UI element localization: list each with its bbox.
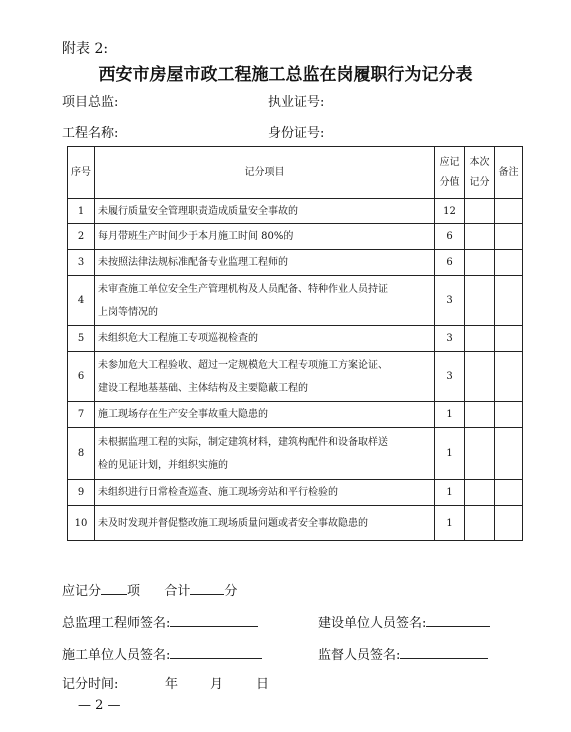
- inspector-sign-label: 监督人员签名:: [318, 648, 401, 663]
- row-item-line: 建设工程地基基础、主体结构及主要隐蔽工程的: [98, 382, 308, 394]
- row-item-line: 上岗等情况的: [98, 306, 158, 318]
- item-unit-label: 项: [127, 584, 141, 599]
- row-item-line: 未审查施工单位安全生产管理机构及人员配备、特种作业人员持证: [98, 283, 388, 295]
- row-remark-cell[interactable]: [495, 224, 523, 250]
- table-row: [68, 224, 523, 250]
- supervisor-sign-field[interactable]: [170, 614, 258, 627]
- row-this-score-cell[interactable]: [465, 276, 495, 326]
- row-seq: 9: [68, 480, 95, 506]
- row-seq: 1: [68, 199, 95, 224]
- table-row: [68, 352, 523, 402]
- col-header-item: 记分项目: [95, 147, 435, 199]
- inspector-sign-row: [318, 644, 488, 663]
- row-item-line: 未根据监理工程的实际，制定建筑材料，建筑构配件和设备取样送: [98, 436, 388, 448]
- row-remark-cell[interactable]: [495, 250, 523, 276]
- row-this-score-cell[interactable]: [465, 402, 495, 428]
- month-label: 月: [210, 677, 224, 692]
- row-this-score-cell[interactable]: [465, 224, 495, 250]
- point-unit-label: 分: [224, 584, 238, 599]
- col-header-this-score: [465, 147, 495, 199]
- row-points: 3: [435, 326, 465, 352]
- license-number-label: 执业证号:: [268, 95, 325, 110]
- row-item-line: 未及时发现并督促整改施工现场质量问题或者安全事故隐患的: [98, 517, 368, 529]
- contractor-sign-row: [62, 644, 262, 663]
- col-header-this-score-line1: 本次: [469, 156, 490, 168]
- row-item-line: 未组织进行日常检查巡查、施工现场旁站和平行检验的: [98, 487, 338, 498]
- row-points: 1: [435, 428, 465, 480]
- table-header-row: [68, 147, 523, 199]
- row-item: [95, 326, 435, 352]
- row-seq: 5: [68, 326, 95, 352]
- col-header-points: [435, 147, 465, 199]
- row-item-line: 未参加危大工程验收、超过一定规模危大工程专项施工方案论证、: [98, 359, 388, 371]
- row-points: 1: [435, 480, 465, 506]
- row-points: 3: [435, 352, 465, 402]
- row-seq: 10: [68, 506, 95, 541]
- row-item: [95, 352, 435, 402]
- table-row: [68, 326, 523, 352]
- row-item: [95, 199, 435, 224]
- row-seq: 3: [68, 250, 95, 276]
- year-label: 年: [165, 677, 179, 692]
- contractor-sign-field[interactable]: [170, 646, 262, 659]
- table-row: [68, 276, 523, 326]
- row-points: 3: [435, 276, 465, 326]
- row-remark-cell[interactable]: [495, 326, 523, 352]
- row-item: [95, 506, 435, 541]
- builder-sign-row: [318, 612, 490, 631]
- row-item-line: 未按照法律法规标准配备专业监理工程师的: [98, 257, 288, 268]
- row-remark-cell[interactable]: [495, 402, 523, 428]
- row-remark-cell[interactable]: [495, 199, 523, 224]
- table-row: [68, 480, 523, 506]
- row-item: [95, 224, 435, 250]
- col-header-points-line1: 应记: [439, 156, 460, 168]
- row-seq: 2: [68, 224, 95, 250]
- row-item-line: 检的见证计划，并组织实施的: [98, 459, 228, 471]
- row-item-line: 每月带班生产时间少于本月施工时间 80%的: [98, 231, 294, 242]
- row-points: 1: [435, 402, 465, 428]
- project-name-label: 工程名称:: [62, 126, 119, 141]
- row-seq: 6: [68, 352, 95, 402]
- row-this-score-cell[interactable]: [465, 480, 495, 506]
- table-row: [68, 250, 523, 276]
- page-number: — 2 —: [78, 698, 121, 713]
- row-item: [95, 402, 435, 428]
- row-item: [95, 276, 435, 326]
- table-row: [68, 506, 523, 541]
- annex-label: 附表 2:: [62, 41, 109, 57]
- id-number-label: 身份证号:: [268, 126, 325, 141]
- row-seq: 7: [68, 402, 95, 428]
- row-remark-cell[interactable]: [495, 428, 523, 480]
- score-summary-line: [62, 580, 237, 599]
- col-header-this-score-line2: 记分: [469, 176, 490, 188]
- row-item-line: 未组织危大工程施工专项巡视检查的: [98, 333, 258, 344]
- row-this-score-cell[interactable]: [465, 506, 495, 541]
- col-header-points-line2: 分值: [439, 176, 460, 188]
- should-score-count-field[interactable]: [101, 582, 127, 595]
- score-time-label: 记分时间:: [62, 677, 119, 692]
- builder-sign-label: 建设单位人员签名:: [318, 616, 427, 631]
- row-this-score-cell[interactable]: [465, 326, 495, 352]
- builder-sign-field[interactable]: [426, 614, 490, 627]
- row-this-score-cell[interactable]: [465, 352, 495, 402]
- row-this-score-cell[interactable]: [465, 250, 495, 276]
- total-label: 合计: [164, 584, 191, 599]
- supervisor-sign-label: 总监理工程师签名:: [62, 616, 171, 631]
- total-field[interactable]: [190, 582, 224, 595]
- row-remark-cell[interactable]: [495, 506, 523, 541]
- row-remark-cell[interactable]: [495, 276, 523, 326]
- score-table: [67, 146, 523, 541]
- row-item: [95, 480, 435, 506]
- table-row: [68, 199, 523, 224]
- page-title: 西安市房屋市政工程施工总监在岗履职行为记分表: [98, 65, 473, 85]
- row-remark-cell[interactable]: [495, 352, 523, 402]
- supervisor-sign-row: [62, 612, 258, 631]
- should-score-label: 应记分: [62, 584, 102, 599]
- inspector-sign-field[interactable]: [400, 646, 488, 659]
- table-row: [68, 428, 523, 480]
- row-remark-cell[interactable]: [495, 480, 523, 506]
- row-item: [95, 428, 435, 480]
- row-points: 12: [435, 199, 465, 224]
- day-label: 日: [256, 677, 270, 692]
- row-item: [95, 250, 435, 276]
- col-header-seq: 序号: [68, 147, 95, 199]
- contractor-sign-label: 施工单位人员签名:: [62, 648, 171, 663]
- row-seq: 8: [68, 428, 95, 480]
- row-item-line: 未履行质量安全管理职责造成质量安全事故的: [98, 205, 298, 217]
- row-points: 6: [435, 250, 465, 276]
- row-seq: 4: [68, 276, 95, 326]
- project-director-label: 项目总监:: [62, 95, 119, 110]
- col-header-remark: 备注: [495, 147, 523, 199]
- table-row: [68, 402, 523, 428]
- row-points: 1: [435, 506, 465, 541]
- row-this-score-cell[interactable]: [465, 199, 495, 224]
- row-this-score-cell[interactable]: [465, 428, 495, 480]
- row-item-line: 施工现场存在生产安全事故重大隐患的: [98, 409, 268, 420]
- row-points: 6: [435, 224, 465, 250]
